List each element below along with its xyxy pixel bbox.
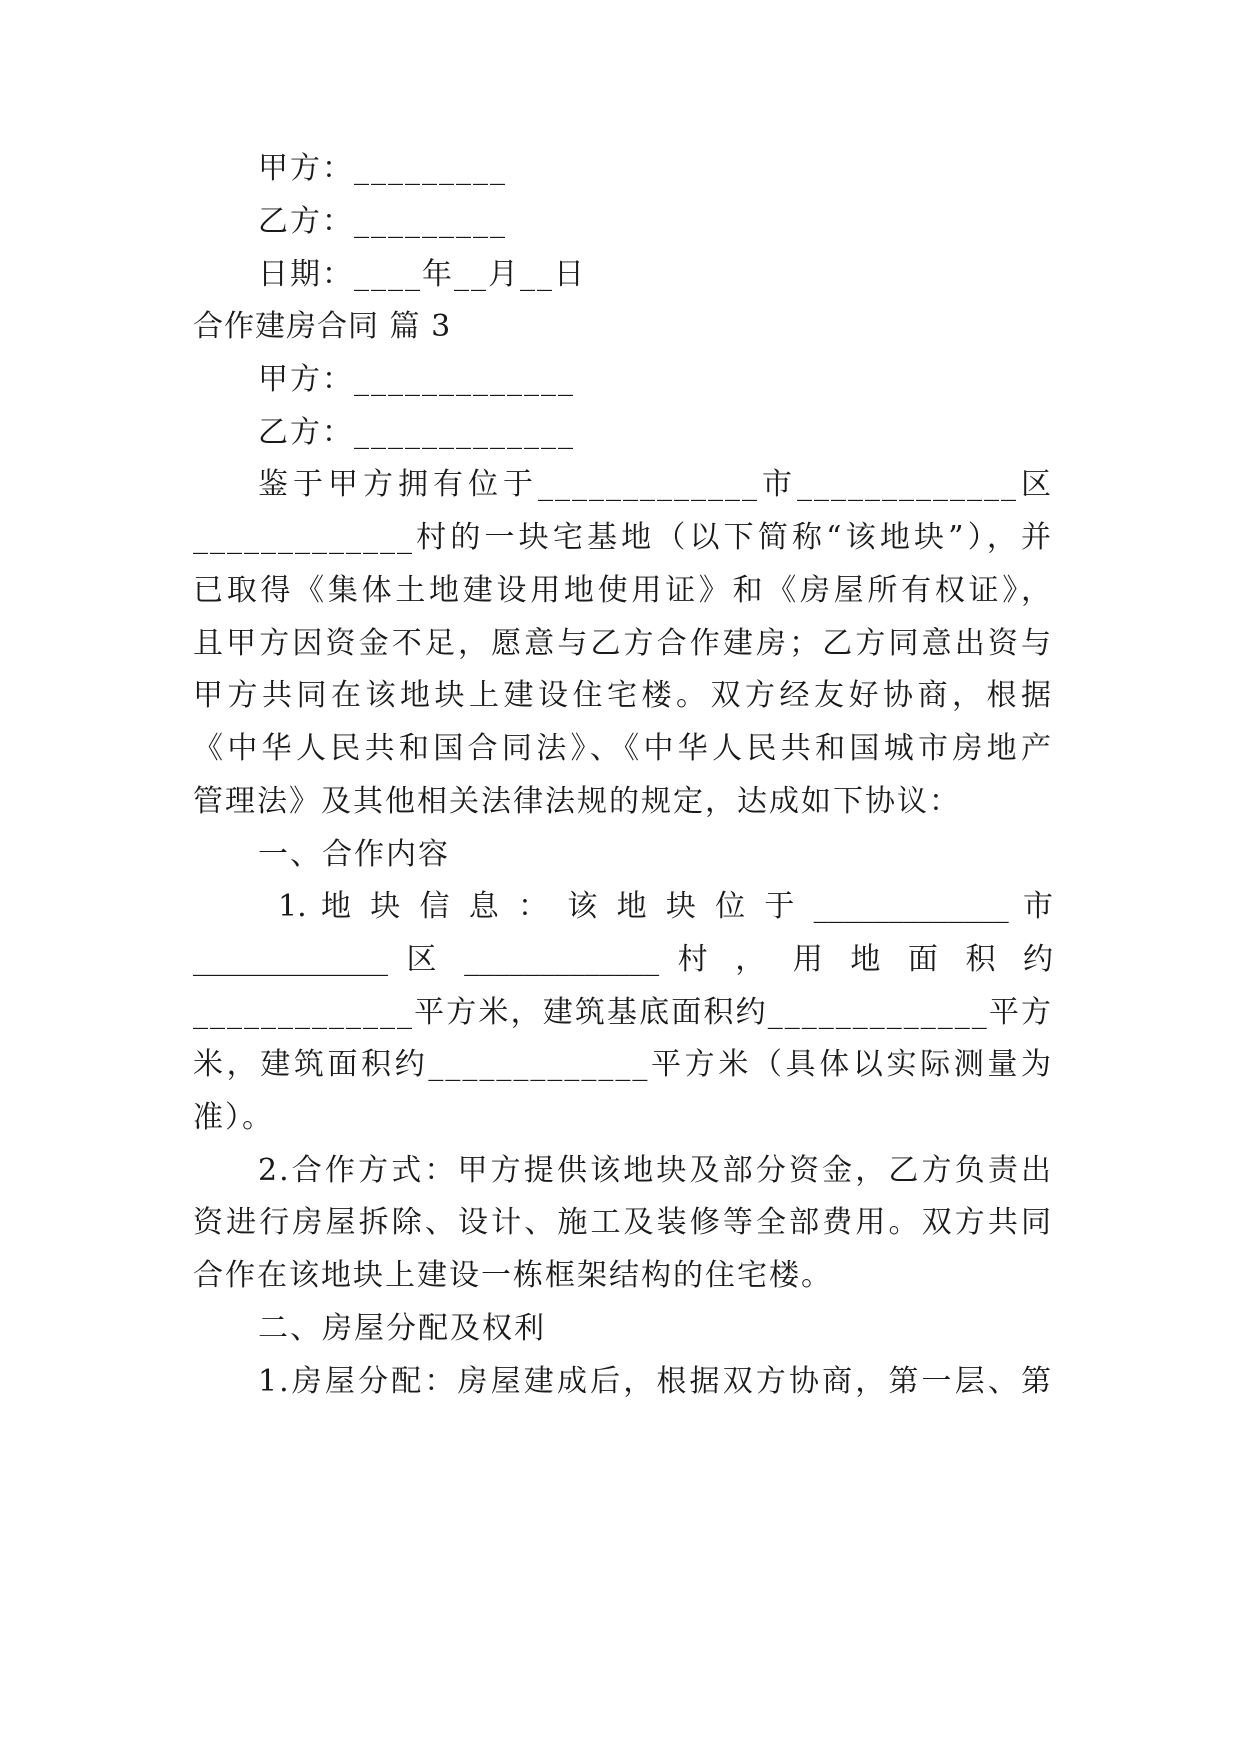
preamble-line: 且甲方因资金不足，愿意与乙方合作建房；乙方同意出资与 [193,626,1053,661]
preamble-line: _____________村的一块宅基地（以下简称“该地块”），并 [193,520,1053,555]
clause-line: _____________平方米，建筑基底面积约_____________平方 [193,995,1053,1030]
preamble-line: 《中华人民共和国合同法》、《中华人民共和国城市房地产 [193,731,1053,766]
preamble-line: 甲方共同在该地块上建设住宅楼。双方经友好协商，根据 [193,678,1053,713]
section-title: 合作建房合同 篇 3 [193,309,452,344]
clause-line: 1.房屋分配：房屋建成后，根据双方协商，第一层、第 [258,1364,1053,1399]
party-a-line: 甲方：_____________ [258,362,575,397]
section-heading: 二、房屋分配及权利 [258,1311,546,1346]
clause-line: 资进行房屋拆除、设计、施工及装修等全部费用。双方共同 [193,1205,1053,1240]
section-heading: 一、合作内容 [258,837,450,872]
preamble-line: 已取得《集体土地建设用地使用证》和《房屋所有权证》， [193,573,1053,608]
clause-line: 合作在该地块上建设一栋框架结构的住宅楼。 [193,1258,833,1293]
party-b-line: 乙方：_____________ [258,415,575,450]
party-b-signature-line: 乙方：_________ [258,204,507,239]
clause-line: 1. 地 块 信 息 ： 该 地 块 位 于 _____________ 市 [278,889,1053,924]
clause-line: 米，建筑面积约_____________平方米（具体以实际测量为 [193,1047,1053,1082]
preamble-line: 鉴于甲方拥有位于_____________市_____________区 [258,467,1053,502]
party-a-signature-line: 甲方：_________ [258,151,507,186]
clause-line: 2.合作方式：甲方提供该地块及部分资金，乙方负责出 [258,1153,1053,1188]
clause-line: 准）。 [193,1100,274,1135]
clause-line: _____________ 区 _____________ 村 ， 用 地 面 积 约 [193,942,1053,977]
preamble-line: 管理法》及其他相关法律法规的规定，达成如下协议： [193,784,961,819]
date-signature-line: 日期：____年__月__日 [258,257,586,292]
